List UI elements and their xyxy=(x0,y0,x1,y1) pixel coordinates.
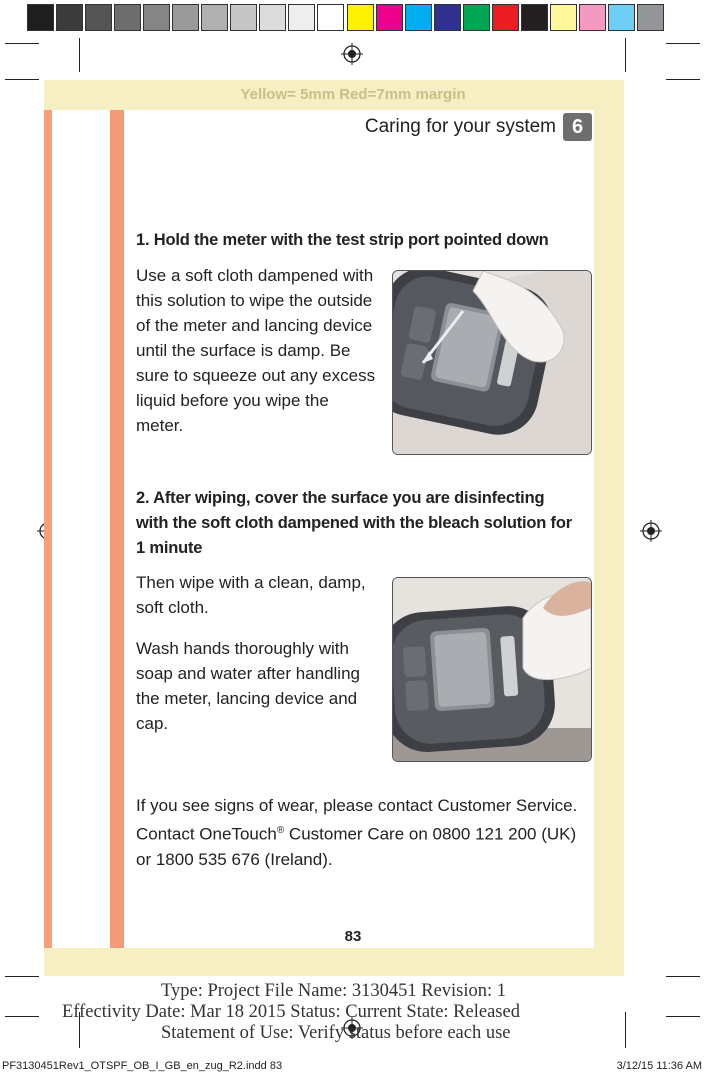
registered-mark: ® xyxy=(276,825,285,836)
step-2-text-1: Then wipe with a clean, damp, soft cloth. xyxy=(136,573,366,617)
color-swatch xyxy=(521,4,548,31)
registration-mark-icon xyxy=(341,43,363,65)
color-swatch xyxy=(143,4,170,31)
contact-line-2-suffix: Customer Care on 0800 121 200 (UK) xyxy=(284,824,577,844)
crop-mark xyxy=(625,1012,626,1048)
crop-mark xyxy=(5,976,39,977)
color-swatch xyxy=(579,4,606,31)
color-swatch xyxy=(85,4,112,31)
color-swatch xyxy=(259,4,286,31)
color-swatch xyxy=(317,4,344,31)
meter-wipe-photo xyxy=(392,270,592,455)
contact-line-2 xyxy=(136,818,596,847)
crop-mark xyxy=(666,1016,700,1017)
color-swatch xyxy=(56,4,83,31)
crop-mark xyxy=(5,79,39,80)
crop-mark xyxy=(666,43,700,44)
color-swatch xyxy=(637,4,664,31)
margin-note: Yellow= 5mm Red=7mm margin xyxy=(240,86,466,103)
step-1-text: Use a soft cloth dampened with this solution to wipe the outside of the meter and lancing device until the surface is damp. Be sure to squeeze out any excess liquid before you wipe the meter. xyxy=(136,266,376,435)
color-swatch xyxy=(463,4,490,31)
page-edge-strip xyxy=(110,110,124,948)
contact-line-2-prefix: Contact OneTouch xyxy=(136,824,277,844)
crop-mark xyxy=(79,38,80,72)
color-swatch xyxy=(347,4,374,31)
step-2-text-2: Wash hands thoroughly with soap and water after handling the meter, lancing device and cap. xyxy=(136,639,360,733)
registration-mark-icon xyxy=(640,520,662,542)
red-margin xyxy=(44,110,52,948)
color-swatch xyxy=(114,4,141,31)
contact-line-1: If you see signs of wear, please contact Customer Service. xyxy=(136,796,578,815)
chapter-badge: 6 xyxy=(563,113,592,141)
page-title: Caring for your system xyxy=(364,116,556,137)
file-name: PF3130451Rev1_OTSPF_OB_I_GB_en_zug_R2.indd 83 xyxy=(2,1060,283,1072)
color-swatch xyxy=(405,4,432,31)
file-datetime: 3/12/15 11:36 AM xyxy=(616,1060,702,1072)
color-swatch xyxy=(288,4,315,31)
color-swatch xyxy=(550,4,577,31)
contact-info xyxy=(136,793,596,872)
metadata-line-1: Type: Project File Name: 3130451 Revision: 1 xyxy=(161,981,507,1001)
crop-mark xyxy=(5,1016,39,1017)
color-swatch xyxy=(201,4,228,31)
crop-mark xyxy=(666,79,700,80)
step-2-heading: 2. After wiping, cover the surface you are disinfecting with the soft cloth dampened with the bleach solution for 1 minute xyxy=(136,489,572,557)
color-swatch xyxy=(608,4,635,31)
color-swatch xyxy=(434,4,461,31)
metadata-line-2: Effectivity Date: Mar 18 2015 Status: Current State: Released xyxy=(62,1002,520,1022)
meter-cover-photo xyxy=(392,577,592,762)
color-swatch xyxy=(376,4,403,31)
step-1-heading: 1. Hold the meter with the test strip port pointed down xyxy=(136,231,549,249)
color-swatch xyxy=(27,4,54,31)
page-number: 83 xyxy=(344,928,362,945)
metadata-line-3: Statement of Use: Verify status before each use xyxy=(161,1023,511,1043)
crop-mark xyxy=(5,43,39,44)
crop-mark xyxy=(625,38,626,72)
color-swatch xyxy=(492,4,519,31)
color-swatch xyxy=(230,4,257,31)
color-swatch xyxy=(172,4,199,31)
crop-mark xyxy=(666,976,700,977)
contact-line-3: or 1800 535 676 (Ireland). xyxy=(136,849,333,869)
